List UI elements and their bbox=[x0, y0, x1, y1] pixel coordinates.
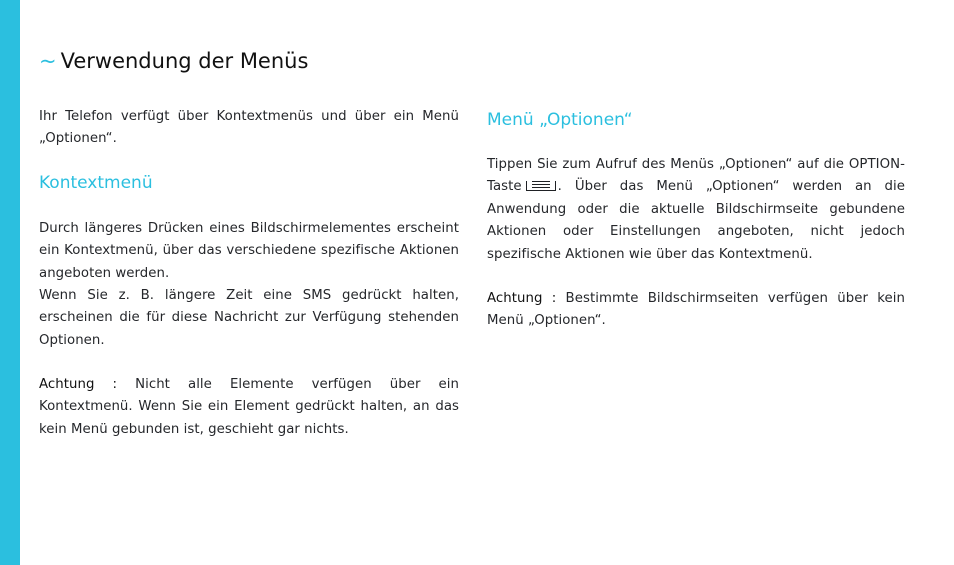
title-marker: ~ bbox=[39, 49, 57, 73]
context-menu-paragraph-2: Wenn Sie z. B. längere Zeit eine SMS gedrückt halten, erscheinen die für diese Nachricht zur Verfügung stehenden Optionen. bbox=[39, 288, 459, 348]
options-menu-paragraph bbox=[487, 154, 905, 266]
options-menu-heading: Menü „Optionen“ bbox=[487, 110, 633, 130]
context-menu-note bbox=[39, 374, 459, 441]
accent-side-bar bbox=[0, 0, 20, 565]
note-text: Bestimmte Bildschirmseiten verfügen über kein Menü „Optionen“. bbox=[487, 291, 905, 329]
page-title bbox=[39, 47, 308, 75]
options-menu-note bbox=[487, 288, 905, 333]
options-paragraph-post: . Über das Menü „Optionen“ werden an die Anwendung oder die aktuelle Bildschirmseite gebundene Aktionen oder Einstellungen angeboten, nicht jedoch spezifische Aktionen wie über das Kontextmenü. bbox=[487, 179, 905, 262]
note-text: Nicht alle Elemente verfügen über ein Kontextmenü. Wenn Sie ein Element gedrückt halten, an das kein Menü gebunden ist, geschieht gar nichts. bbox=[39, 377, 459, 437]
options-paragraph-pre: Tippen Sie zum Aufruf des Menüs „Optionen“ auf die OPTION-Taste bbox=[487, 157, 905, 195]
note-label: Achtung : bbox=[39, 377, 118, 392]
page-title-text: Verwendung der Menüs bbox=[60, 49, 309, 73]
context-menu-heading: Kontextmenü bbox=[39, 173, 153, 193]
context-menu-paragraph-1: Durch längeres Drücken eines Bildschirmelementes erscheint ein Kontextmenü, über das verschiedene spezifische Aktionen angeboten werden. bbox=[39, 221, 459, 281]
intro-paragraph: Ihr Telefon verfügt über Kontextmenüs und über ein Menü „Optionen“. bbox=[39, 109, 459, 147]
menu-key-icon bbox=[526, 181, 556, 191]
note-label: Achtung : bbox=[487, 291, 557, 306]
